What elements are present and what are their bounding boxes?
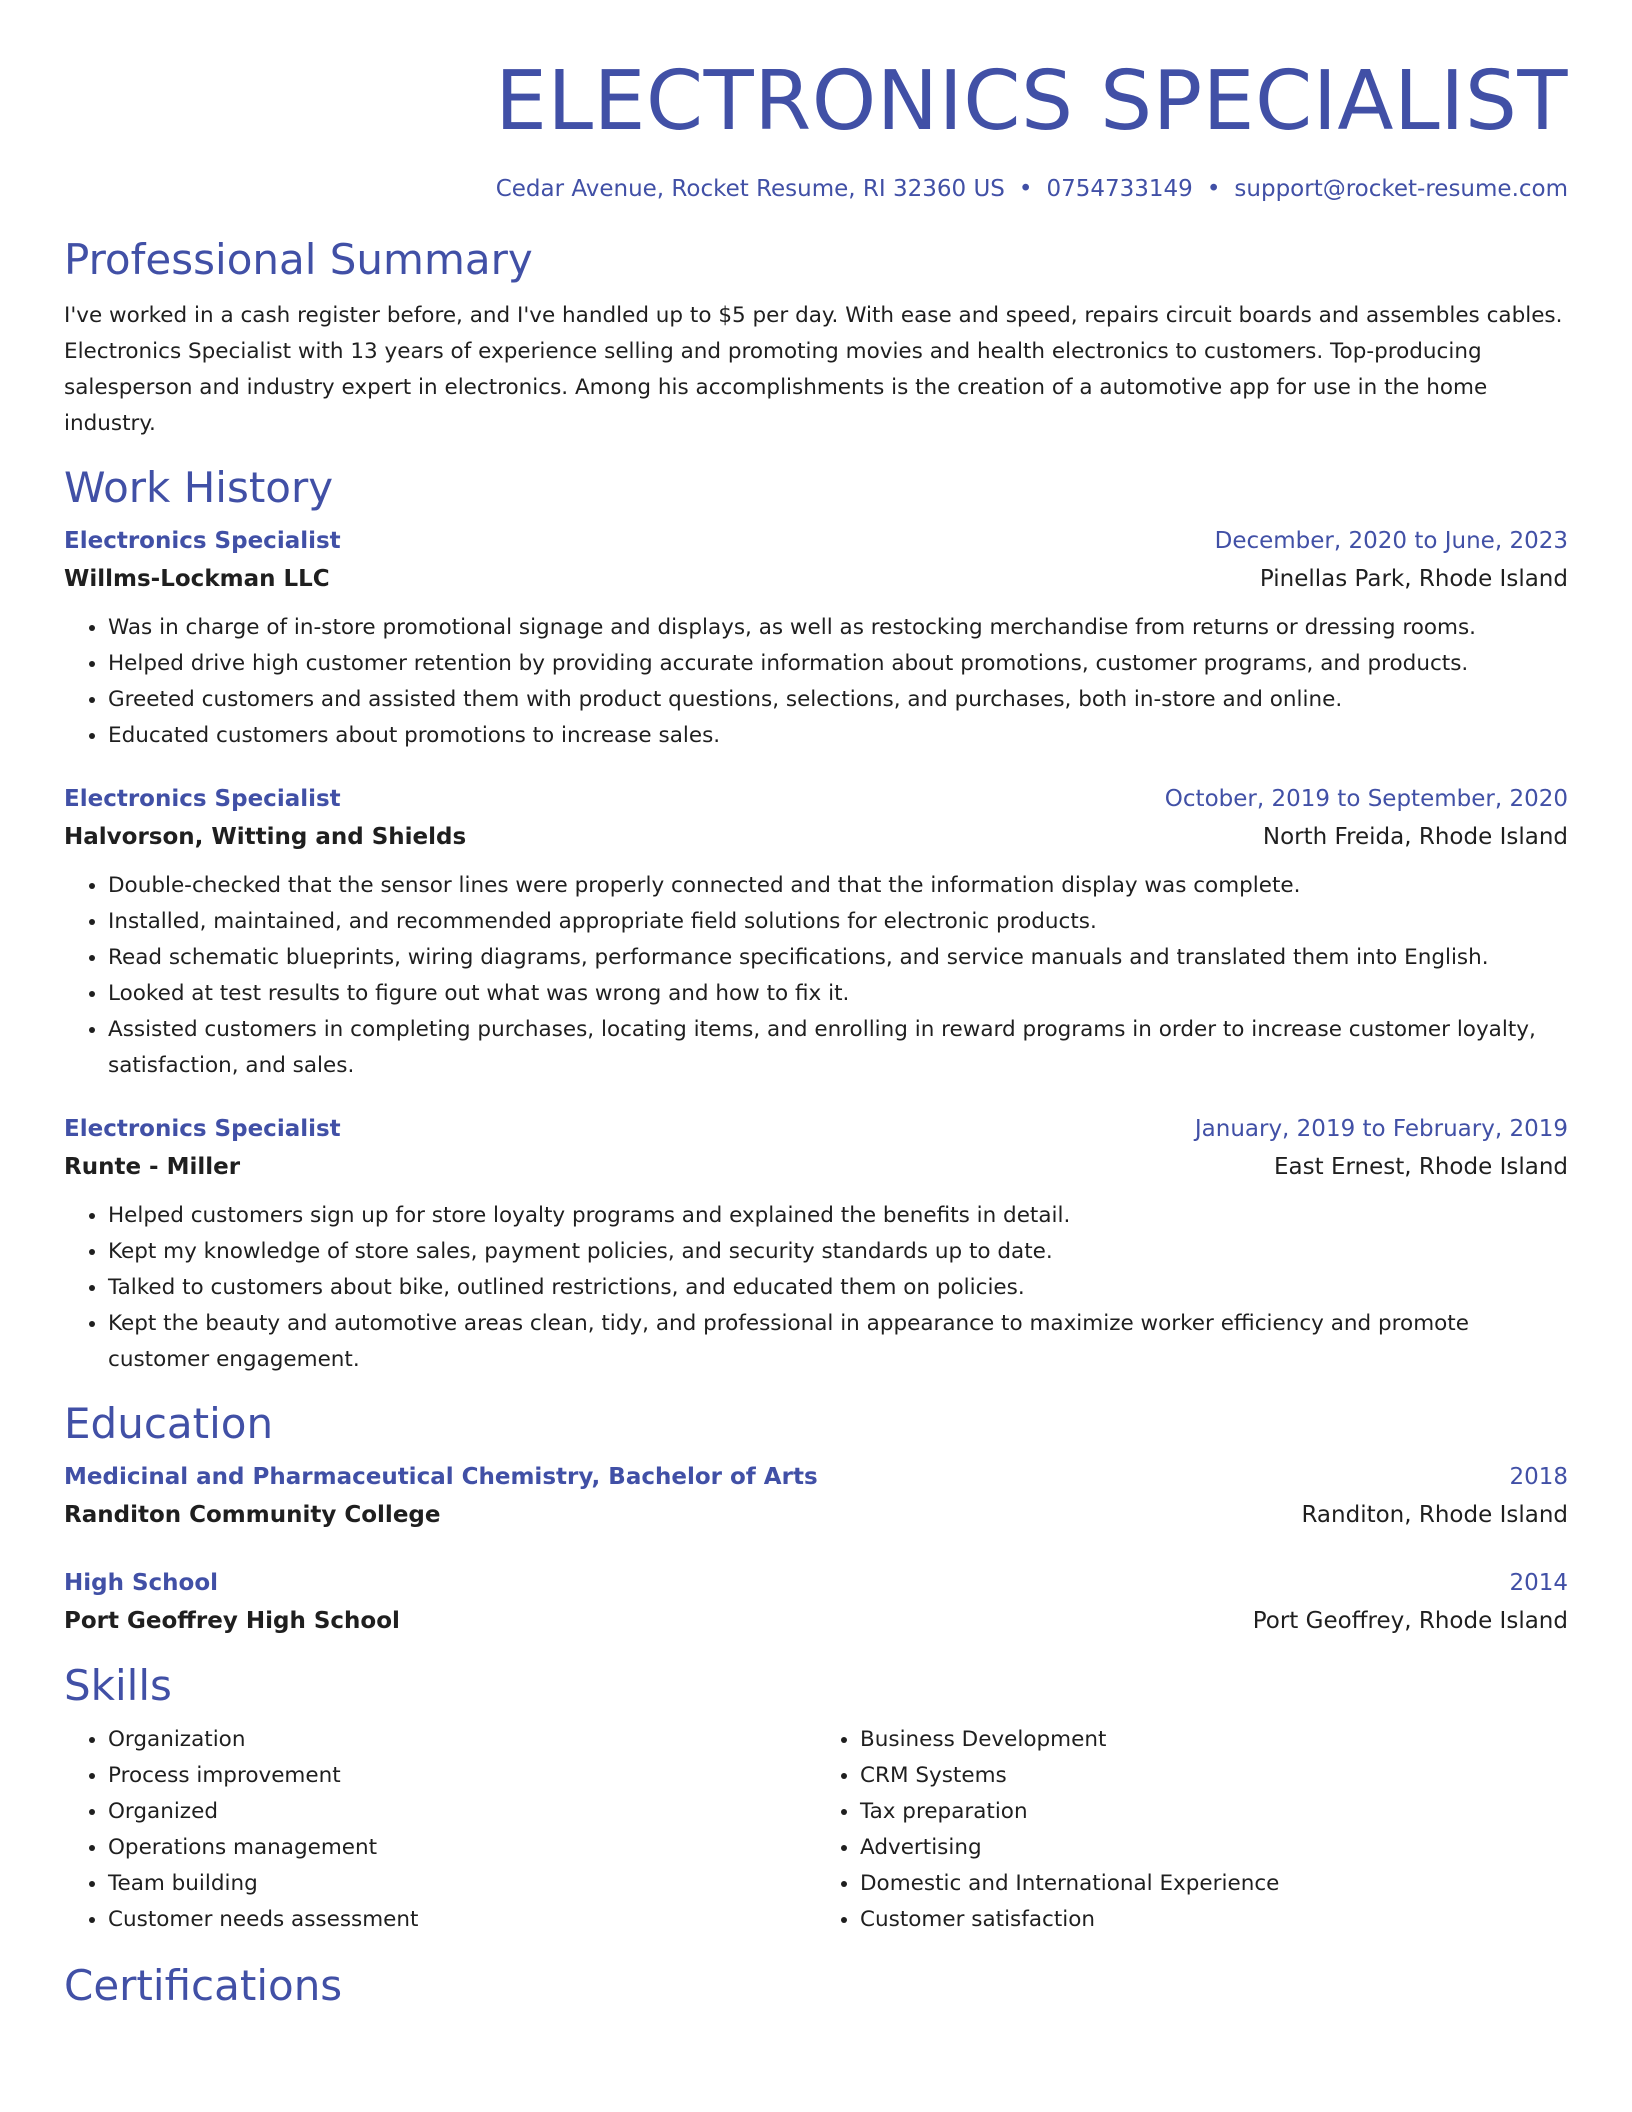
job-title: Electronics Specialist — [64, 1116, 341, 1142]
job-company-row — [64, 1148, 1568, 1186]
job-bullet: • Assisted customers in completing purchases, locating items, and enrolling in reward programs in order to increase customer loyalty, satisfaction, and sales. — [108, 1012, 1568, 1084]
skill-item: • Process improvement — [108, 1758, 816, 1794]
education-entry — [64, 1564, 1568, 1640]
skill-item: • Domestic and International Experience — [860, 1866, 1568, 1902]
job-company: Halvorson, Witting and Shields — [64, 824, 467, 850]
education-year: 2014 — [1509, 1570, 1568, 1596]
skill-item: • Customer satisfaction — [860, 1902, 1568, 1938]
education-school: Randiton Community College — [64, 1502, 441, 1528]
contact-address: Cedar Avenue, Rocket Resume, RI 32360 US — [495, 176, 1005, 202]
job-bullet: • Was in charge of in-store promotional signage and displays, as well as restocking merchandise from returns or dressing rooms. — [108, 610, 1568, 646]
education-header-row — [64, 1458, 1568, 1496]
skill-item: • Business Development — [860, 1722, 1568, 1758]
education-year: 2018 — [1509, 1464, 1568, 1490]
job-company-row — [64, 818, 1568, 856]
skill-item: • Operations management — [108, 1830, 816, 1866]
education-heading: Education — [64, 1399, 274, 1448]
job-dates: January, 2019 to February, 2019 — [1194, 1116, 1568, 1142]
job-title: Electronics Specialist — [64, 786, 341, 812]
job-title: Electronics Specialist — [64, 528, 341, 554]
job-company: Runte - Miller — [64, 1154, 241, 1180]
education-degree: High School — [64, 1570, 219, 1596]
education-location: Randiton, Rhode Island — [1301, 1502, 1568, 1528]
skill-item: • Tax preparation — [860, 1794, 1568, 1830]
education-location: Port Geoffrey, Rhode Island — [1252, 1608, 1568, 1634]
job-bullets — [64, 868, 1568, 1084]
skill-item: • Organization — [108, 1722, 816, 1758]
skill-item: • Advertising — [860, 1830, 1568, 1866]
skill-item: • Team building — [108, 1866, 816, 1902]
contact-separator: • — [1018, 176, 1033, 202]
education-school-row — [64, 1496, 1568, 1534]
skill-item: • Customer needs assessment — [108, 1902, 816, 1938]
job-entry — [64, 780, 1568, 1084]
education-header-row — [64, 1564, 1568, 1602]
candidate-name: ELECTRONICS SPECIALIST — [495, 54, 1568, 149]
education-section — [64, 1398, 1568, 1640]
job-header-row — [64, 522, 1568, 560]
summary-section — [64, 234, 1568, 442]
job-bullet: • Helped drive high customer retention by providing accurate information about promotions, customer programs, and products. — [108, 646, 1568, 682]
job-bullet: • Kept my knowledge of store sales, payment policies, and security standards up to date. — [108, 1234, 1568, 1270]
job-bullet: • Talked to customers about bike, outlined restrictions, and educated them on policies. — [108, 1270, 1568, 1306]
job-bullet: • Helped customers sign up for store loyalty programs and explained the benefits in detail. — [108, 1198, 1568, 1234]
summary-text: I've worked in a cash register before, and I've handled up to $5 per day. With ease and speed, repairs circuit boards and assembles cables. Electronics Specialist with 13 years of experience selling and promoting movies and health electronics to customers. Top-producing salesperson and industry expert in electronics. Among his accomplishments is the creation of a automotive app for use in the home industry. — [64, 303, 1563, 436]
job-bullet: • Read schematic blueprints, wiring diagrams, performance specifications, and service manuals and translated them into English. — [108, 940, 1568, 976]
job-bullet: • Educated customers about promotions to increase sales. — [108, 718, 1568, 754]
job-bullet: • Greeted customers and assisted them with product questions, selections, and purchases, both in-store and online. — [108, 682, 1568, 718]
skills-heading: Skills — [64, 1661, 172, 1710]
job-header-row — [64, 1110, 1568, 1148]
skills-column-left — [64, 1722, 816, 1938]
job-entry — [64, 1110, 1568, 1378]
contact-line — [64, 174, 1568, 204]
education-degree: Medicinal and Pharmaceutical Chemistry, Bachelor of Arts — [64, 1464, 818, 1490]
skill-item: • Organized — [108, 1794, 816, 1830]
job-bullets — [64, 1198, 1568, 1378]
job-company: Willms-Lockman LLC — [64, 566, 330, 592]
job-bullet: • Kept the beauty and automotive areas clean, tidy, and professional in appearance to maximize worker efficiency and promote customer engagement. — [108, 1306, 1568, 1378]
job-header-row — [64, 780, 1568, 818]
job-bullet: • Installed, maintained, and recommended appropriate field solutions for electronic products. — [108, 904, 1568, 940]
summary-heading: Professional Summary — [64, 235, 533, 284]
job-bullets — [64, 610, 1568, 754]
contact-email: support@rocket-resume.com — [1234, 176, 1568, 202]
job-company-row — [64, 560, 1568, 598]
work-history-section — [64, 462, 1568, 1378]
skills-section — [64, 1660, 1568, 1938]
resume-header — [64, 0, 1568, 204]
contact-phone: 0754733149 — [1046, 176, 1193, 202]
job-location: North Freida, Rhode Island — [1262, 824, 1568, 850]
skills-grid — [64, 1722, 1568, 1938]
job-bullet: • Double-checked that the sensor lines were properly connected and that the information display was complete. — [108, 868, 1568, 904]
job-location: Pinellas Park, Rhode Island — [1259, 566, 1568, 592]
certifications-heading: Certifications — [64, 1961, 343, 2010]
contact-separator: • — [1206, 176, 1221, 202]
job-bullet: • Looked at test results to figure out what was wrong and how to fix it. — [108, 976, 1568, 1012]
job-location: East Ernest, Rhode Island — [1274, 1154, 1568, 1180]
job-entry — [64, 522, 1568, 754]
education-school-row — [64, 1602, 1568, 1640]
skill-item: • CRM Systems — [860, 1758, 1568, 1794]
education-school: Port Geoffrey High School — [64, 1608, 400, 1634]
certifications-section — [64, 1960, 1568, 2012]
job-dates: October, 2019 to September, 2020 — [1164, 786, 1568, 812]
skills-column-right — [816, 1722, 1568, 1938]
job-dates: December, 2020 to June, 2023 — [1214, 528, 1568, 554]
work-history-heading: Work History — [64, 463, 334, 512]
education-entry — [64, 1458, 1568, 1534]
